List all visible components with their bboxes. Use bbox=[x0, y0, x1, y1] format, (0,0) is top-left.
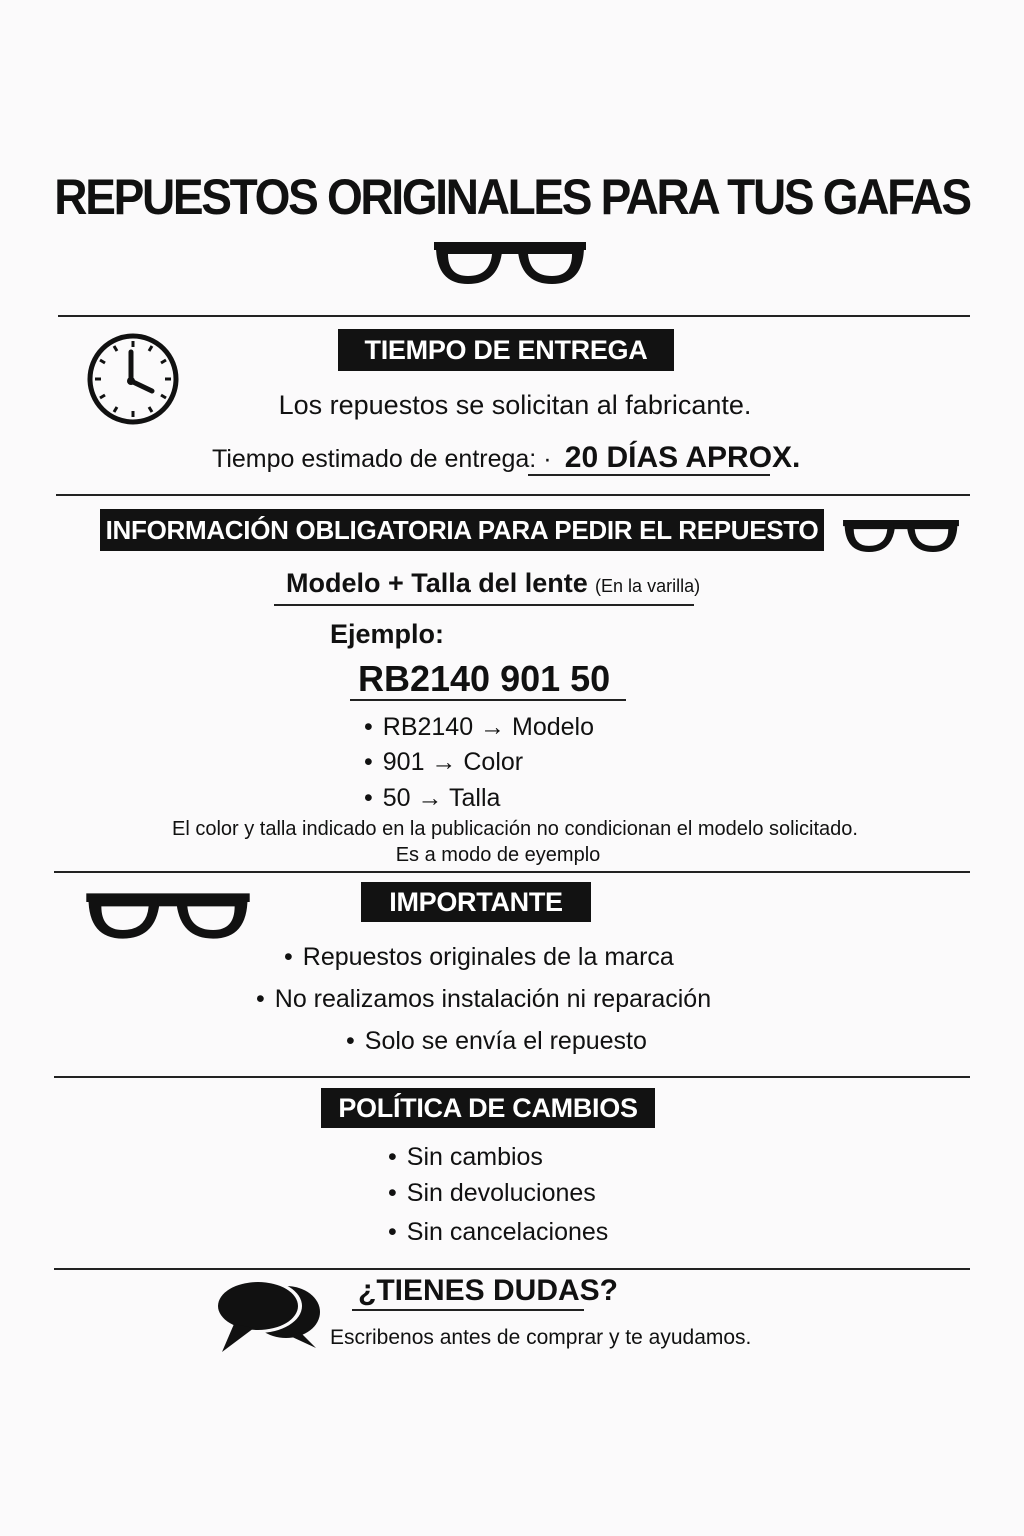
glasses-icon bbox=[430, 236, 590, 290]
required-info-label: INFORMACIÓN OBLIGATORIA PARA PEDIR EL REPUESTO bbox=[100, 509, 824, 551]
breakdown-item: • 50 → Talla bbox=[364, 784, 500, 813]
questions-text: Escribenos antes de comprar y te ayudamos. bbox=[330, 1326, 752, 1349]
delivery-underline bbox=[528, 474, 770, 476]
questions-title: ¿TIENES DUDAS? bbox=[358, 1274, 619, 1307]
important-item: • Solo se envía el repuesto bbox=[346, 1027, 647, 1056]
divider bbox=[54, 1076, 970, 1078]
policy-item: • Sin cambios bbox=[388, 1143, 543, 1172]
glasses-icon bbox=[840, 515, 962, 557]
policy-item: • Sin devoluciones bbox=[388, 1179, 596, 1208]
divider bbox=[54, 871, 970, 873]
divider bbox=[58, 315, 970, 317]
example-code: RB2140 901 50 bbox=[358, 658, 611, 699]
important-item: • Repuestos originales de la marca bbox=[284, 943, 674, 972]
note-line2: Es a modo de eyemplo bbox=[395, 844, 601, 866]
breakdown-item: • 901 → Color bbox=[364, 748, 523, 777]
page-title: REPUESTOS ORIGINALES PARA TUS GAFAS bbox=[54, 169, 970, 225]
model-size-underline bbox=[274, 604, 694, 606]
divider bbox=[54, 1268, 970, 1270]
speech-bubbles-icon bbox=[212, 1278, 324, 1356]
important-item: • No realizamos instalación ni reparación bbox=[256, 985, 711, 1014]
delivery-label: TIEMPO DE ENTREGA bbox=[338, 329, 674, 371]
policy-item: • Sin cancelaciones bbox=[388, 1218, 608, 1247]
delivery-line2 bbox=[212, 441, 800, 475]
note-line1: El color y talla indicado en la publicación no condicionan el modelo solicitado. bbox=[172, 818, 858, 840]
model-size bbox=[286, 568, 700, 599]
example-label: Ejemplo: bbox=[330, 619, 445, 649]
delivery-value: 20 DÍAS APROX. bbox=[564, 441, 801, 474]
important-label: IMPORTANTE bbox=[361, 882, 591, 922]
policy-label: POLÍTICA DE CAMBIOS bbox=[321, 1088, 655, 1128]
delivery-line1: Los repuestos se solicitan al fabricante. bbox=[278, 390, 752, 420]
divider bbox=[56, 494, 970, 496]
delivery-prefix: Tiempo estimado de entrega: · bbox=[212, 445, 552, 473]
clock-icon bbox=[86, 332, 180, 426]
glasses-icon bbox=[82, 886, 254, 946]
model-size-note: (En la varilla) bbox=[595, 576, 701, 596]
example-code-underline bbox=[350, 699, 626, 701]
breakdown-item: • RB2140 → Modelo bbox=[364, 713, 594, 742]
model-size-text: Modelo + Talla del lente bbox=[286, 568, 588, 598]
questions-underline bbox=[352, 1309, 584, 1311]
